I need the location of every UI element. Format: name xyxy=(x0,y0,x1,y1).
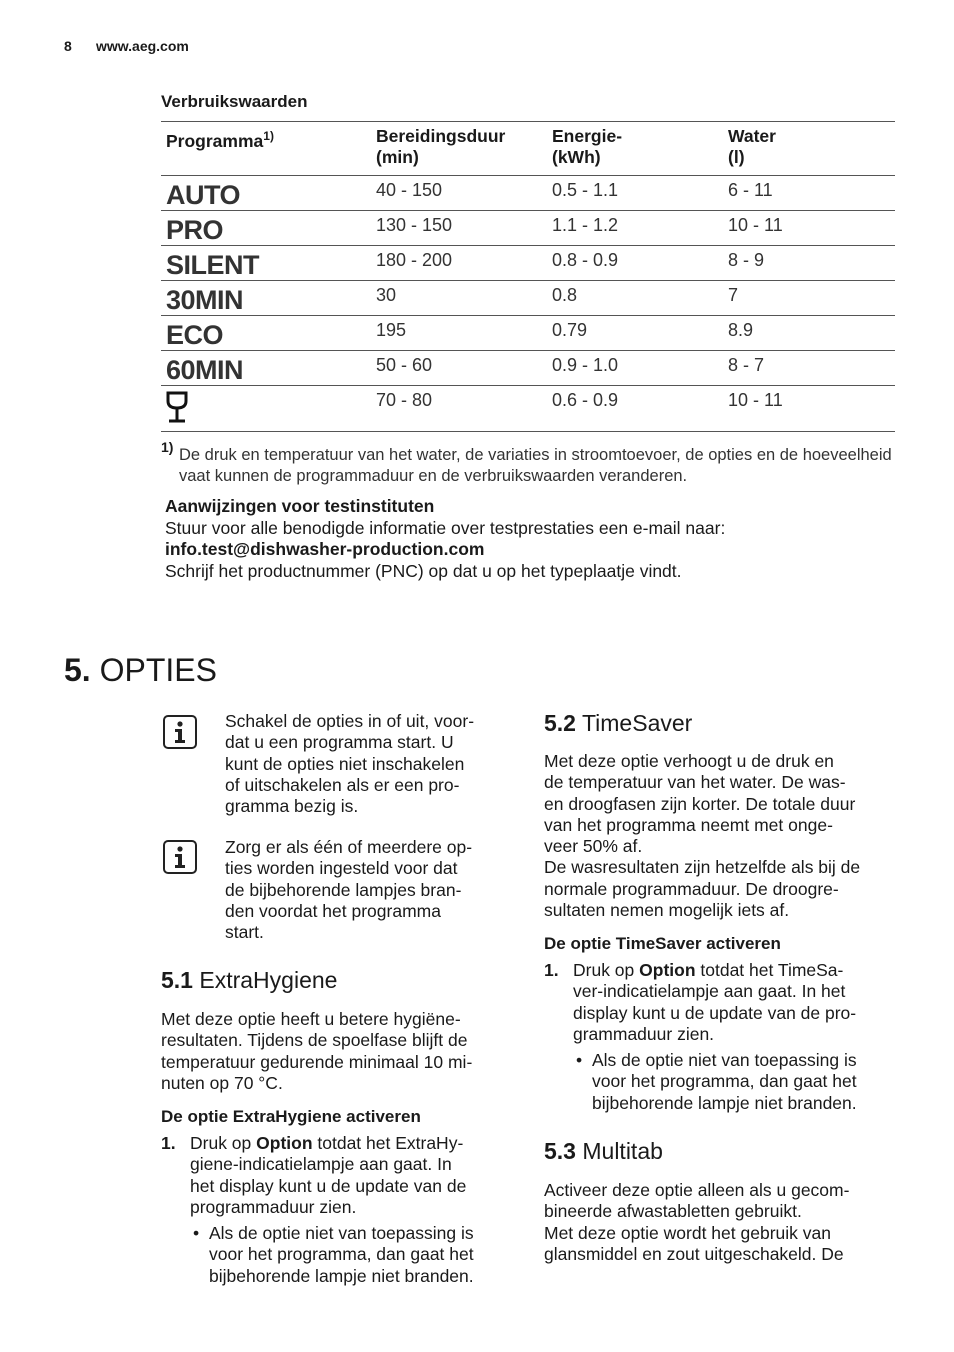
test-info-email: info.test@dishwasher-production.com xyxy=(165,539,485,559)
program-glass-cell xyxy=(161,386,371,432)
duration-cell: 130 - 150 xyxy=(376,215,453,235)
energy-cell: 0.8 - 0.9 xyxy=(552,250,619,270)
duration-cell: 180 - 200 xyxy=(376,250,453,270)
table-row xyxy=(161,316,895,351)
duration-cell: 40 - 150 xyxy=(376,180,443,200)
program-name: 30MIN xyxy=(166,285,244,315)
energy-cell: 0.6 - 0.9 xyxy=(552,390,619,410)
test-info xyxy=(165,496,885,582)
table-row xyxy=(161,211,895,246)
energy-cell: 0.79 xyxy=(552,320,588,340)
table-header-row xyxy=(161,122,895,176)
col-header-duur: Bereidingsduur (min) xyxy=(376,126,506,167)
program-name: PRO xyxy=(166,215,224,245)
table-row xyxy=(161,351,895,386)
glass-icon xyxy=(166,391,188,423)
page-number: 8 xyxy=(64,38,72,54)
energy-cell: 1.1 - 1.2 xyxy=(552,215,619,235)
table-row xyxy=(161,246,895,281)
energy-cell: 0.9 - 1.0 xyxy=(552,355,619,375)
step-number: 1. xyxy=(544,960,559,980)
duration-cell: 70 - 80 xyxy=(376,390,433,410)
col-header-programma: Programma$^{1)}$ xyxy=(166,129,274,151)
info-icon xyxy=(163,715,197,749)
bullet-dot: • xyxy=(193,1223,200,1243)
duration-cell: 30 xyxy=(376,285,397,305)
bullet-dot: • xyxy=(576,1050,583,1070)
s51-bullet: Als de optie niet van toepassing is voor het programma, dan gaat het bijbehorende lampje niet branden. xyxy=(209,1223,474,1286)
site-url: www.aeg.com xyxy=(96,38,189,54)
program-name: 60MIN xyxy=(166,355,244,385)
test-info-line: Schrijf het productnummer (PNC) op dat u op het typeplaatje vindt. xyxy=(165,560,682,581)
col-header-water: Water (l) xyxy=(728,126,776,167)
energy-cell: 0.5 - 1.1 xyxy=(552,180,619,200)
program-name: ECO xyxy=(166,320,224,350)
s51-step: Druk op Option totdat het ExtraHy- giene-indicatielampje aan gaat. In het display kunt u de update van de programmaduur zien. xyxy=(190,1133,467,1217)
col-header-energie: Energie- (kWh) xyxy=(552,126,623,167)
water-cell: 8.9 xyxy=(728,320,754,340)
note-2: Zorg er als één of meerdere op- ties worden ingesteld voor dat de bijbehorende lampjes bran- den voordat het programma start. xyxy=(225,837,473,943)
water-cell: 6 - 11 xyxy=(728,180,773,200)
duration-cell: 195 xyxy=(376,320,407,340)
water-cell: 10 - 11 xyxy=(728,390,783,410)
program-name: SILENT xyxy=(166,250,260,280)
test-info-title: Aanwijzingen voor testinstituten xyxy=(165,496,435,516)
s52-body: Met deze optie verhoogt u de druk en de temperatuur van het water. De was- en droogfasen zijn korter. De totale duur van het programma neemt met onge- veer 50% af. De wasresultaten zijn hetzelfde als bij de normale programmaduur. De droogre- sultaten nemen mogelijk iets af. xyxy=(544,751,861,921)
step-number: 1. xyxy=(161,1133,176,1153)
table-row xyxy=(161,281,895,316)
info-icon xyxy=(163,840,197,874)
s52-bullet: Als de optie niet van toepassing is voor het programma, dan gaat het bijbehorende lampje niet branden. xyxy=(592,1050,857,1113)
s53-body: Activeer deze optie alleen als u gecom- bineerde afwastabletten gebruikt. Met deze optie wordt het gebruik van glansmiddel en zout uitgeschakeld. De xyxy=(544,1180,850,1264)
note-1: Schakel de opties in of uit, voor- dat u een programma start. U kunt de opties niet inschakelen of uitschakelen als er een pro- gramma bezig is. xyxy=(225,711,475,817)
table-row xyxy=(161,386,895,432)
s51-subheading: De optie ExtraHygiene activeren xyxy=(161,1107,421,1126)
water-cell: 8 - 9 xyxy=(728,250,765,270)
water-cell: 10 - 11 xyxy=(728,215,783,235)
footnote-mark: 1) xyxy=(161,439,174,455)
energy-cell: 0.8 xyxy=(552,285,578,305)
heading-5-2: 5.2 TimeSaver xyxy=(544,710,693,736)
table-title: Verbruikswaarden xyxy=(161,92,308,111)
duration-cell: 50 - 60 xyxy=(376,355,433,375)
consumption-table xyxy=(161,121,895,432)
water-cell: 7 xyxy=(728,285,739,305)
s51-body: Met deze optie heeft u betere hygiëne- resultaten. Tijdens de spoelfase blijft de temperatuur gedurende minimaal 10 mi- nuten op 70 °C. xyxy=(161,1009,473,1093)
heading-5-1: 5.1 ExtraHygiene xyxy=(161,967,338,993)
section-heading: 5. OPTIES xyxy=(64,652,217,688)
program-name: AUTO xyxy=(166,180,241,210)
footnote-text: De druk en temperatuur van het water, de variaties in stroomtoevoer, de opties en de hoeveelheid vaat kunnen de programmaduur en de verbruikswaarden veranderen. xyxy=(179,446,892,485)
s52-subheading: De optie TimeSaver activeren xyxy=(544,934,781,953)
s52-step: Druk op Option totdat het TimeSa- ver-indicatielampje aan gaat. In het display kunt u de update van de pro- grammaduur zien. xyxy=(573,960,857,1044)
table-row xyxy=(161,176,895,211)
heading-5-3: 5.3 Multitab xyxy=(544,1138,663,1164)
test-info-line: Stuur voor alle benodigde informatie over testprestaties een e-mail naar: xyxy=(165,517,726,538)
water-cell: 8 - 7 xyxy=(728,355,765,375)
